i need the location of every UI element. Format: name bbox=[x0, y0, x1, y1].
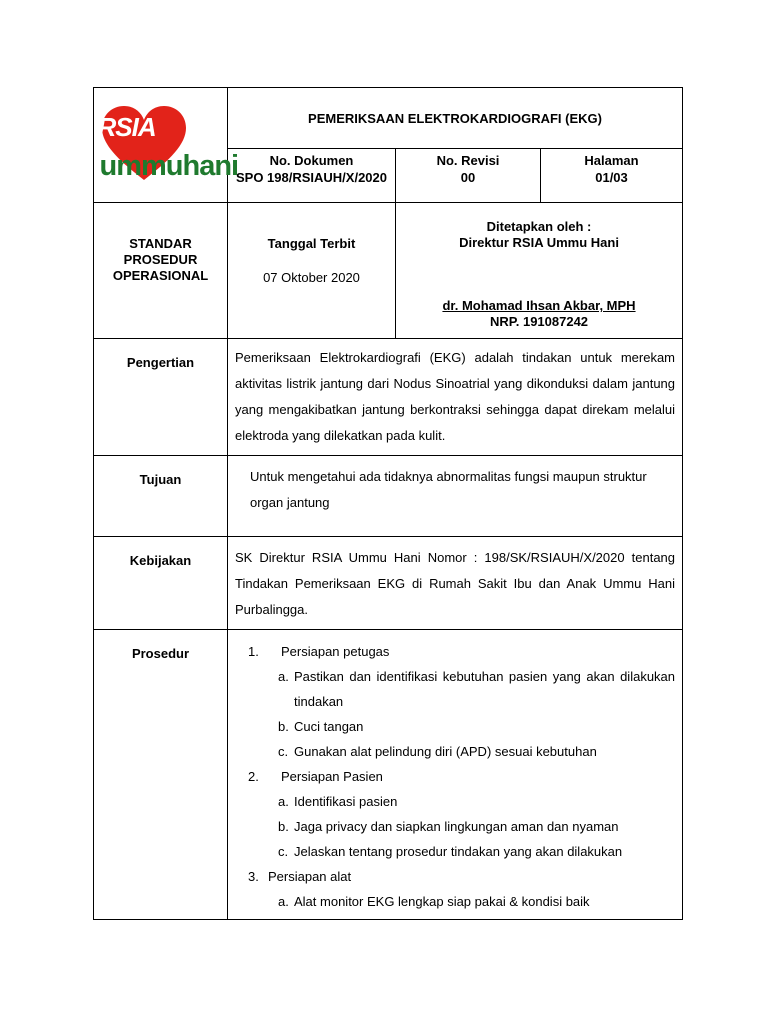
procedure-substep bbox=[228, 739, 675, 764]
signer-nrp: NRP. 191087242 bbox=[489, 314, 589, 329]
substep-letter: a. bbox=[278, 794, 289, 809]
page-label: Halaman bbox=[584, 153, 639, 168]
revision-value: 00 bbox=[460, 170, 476, 185]
policy-label: Kebijakan bbox=[94, 537, 228, 630]
procedure-step bbox=[228, 639, 675, 664]
substep-text: Cuci tangan bbox=[294, 719, 364, 734]
issue-date-value: 07 Oktober 2020 bbox=[263, 270, 360, 285]
established-by-title: Direktur RSIA Ummu Hani bbox=[459, 235, 619, 250]
hospital-logo bbox=[97, 100, 239, 190]
procedure-substep bbox=[228, 664, 675, 714]
definition-label: Pengertian bbox=[94, 339, 228, 456]
purpose-text: Untuk mengetahui ada tidaknya abnormalitas fungsi maupun struktur organ jantung bbox=[228, 456, 683, 537]
procedure-cell bbox=[228, 630, 683, 920]
doc-number-label: No. Dokumen bbox=[269, 153, 354, 168]
step-number: 3. bbox=[248, 869, 259, 884]
issue-date-cell bbox=[228, 203, 396, 339]
established-by-label: Ditetapkan oleh : bbox=[486, 219, 592, 234]
established-by-cell bbox=[396, 203, 683, 339]
procedure-label: Prosedur bbox=[94, 630, 228, 920]
procedure-step bbox=[228, 764, 675, 789]
procedure-list bbox=[228, 639, 675, 914]
procedure-substep bbox=[228, 839, 675, 864]
sop-table bbox=[93, 87, 683, 920]
substep-letter: b. bbox=[278, 819, 289, 834]
logo-text-ummuhani: ummuhani bbox=[99, 150, 239, 182]
step-number: 2. bbox=[248, 769, 259, 784]
procedure-substep bbox=[228, 889, 675, 914]
sop-type-label: STANDAR PROSEDUR OPERASIONAL bbox=[94, 203, 228, 339]
substep-text: Gunakan alat pelindung diri (APD) sesuai kebutuhan bbox=[294, 744, 597, 759]
procedure-substep bbox=[228, 714, 675, 739]
procedure-step bbox=[228, 864, 675, 889]
doc-number-value: SPO 198/RSIAUH/X/2020 bbox=[235, 170, 388, 185]
procedure-substep bbox=[228, 789, 675, 814]
logo-text-rsia: RSIA bbox=[97, 112, 156, 142]
step-title: Persiapan Pasien bbox=[281, 769, 383, 784]
substep-letter: a. bbox=[278, 669, 289, 684]
policy-text: SK Direktur RSIA Ummu Hani Nomor : 198/SK/RSIAUH/X/2020 tentang Tindakan Pemeriksaan EKG di Rumah Sakit Ibu dan Anak Ummu Hani Purbalingga. bbox=[228, 537, 683, 630]
definition-text: Pemeriksaan Elektrokardiografi (EKG) adalah tindakan untuk merekam aktivitas listrik jantung dari Nodus Sinoatrial yang dikonduksi dalam jantung yang mengakibatkan jantung berkontraksi sehingga dapat direkam melalui elektroda yang dilekatkan pada kulit. bbox=[228, 339, 683, 456]
revision-cell bbox=[396, 149, 541, 203]
substep-text: Pastikan dan identifikasi kebutuhan pasien yang akan dilakukan tindakan bbox=[294, 669, 676, 709]
signer-name: dr. Mohamad Ihsan Akbar, MPH bbox=[442, 298, 636, 313]
step-number: 1. bbox=[248, 644, 259, 659]
substep-text: Jelaskan tentang prosedur tindakan yang akan dilakukan bbox=[294, 844, 623, 859]
substep-letter: c. bbox=[278, 744, 289, 759]
revision-label: No. Revisi bbox=[436, 153, 500, 168]
substep-letter: c. bbox=[278, 844, 289, 859]
step-title: Persiapan alat bbox=[268, 869, 352, 884]
substep-text: Identifikasi pasien bbox=[294, 794, 398, 809]
document-title: PEMERIKSAAN ELEKTROKARDIOGRAFI (EKG) bbox=[228, 88, 683, 149]
doc-number-cell bbox=[228, 149, 396, 203]
step-title: Persiapan petugas bbox=[281, 644, 390, 659]
substep-letter: b. bbox=[278, 719, 289, 734]
substep-text: Jaga privacy dan siapkan lingkungan aman dan nyaman bbox=[294, 819, 619, 834]
substep-letter: a. bbox=[278, 894, 289, 909]
page-value: 01/03 bbox=[595, 170, 628, 185]
procedure-substep bbox=[228, 814, 675, 839]
issue-date-label: Tanggal Terbit bbox=[267, 236, 356, 251]
purpose-label: Tujuan bbox=[94, 456, 228, 537]
page-cell bbox=[541, 149, 683, 203]
logo-cell bbox=[94, 88, 239, 203]
substep-text: Alat monitor EKG lengkap siap pakai & kondisi baik bbox=[294, 894, 590, 909]
